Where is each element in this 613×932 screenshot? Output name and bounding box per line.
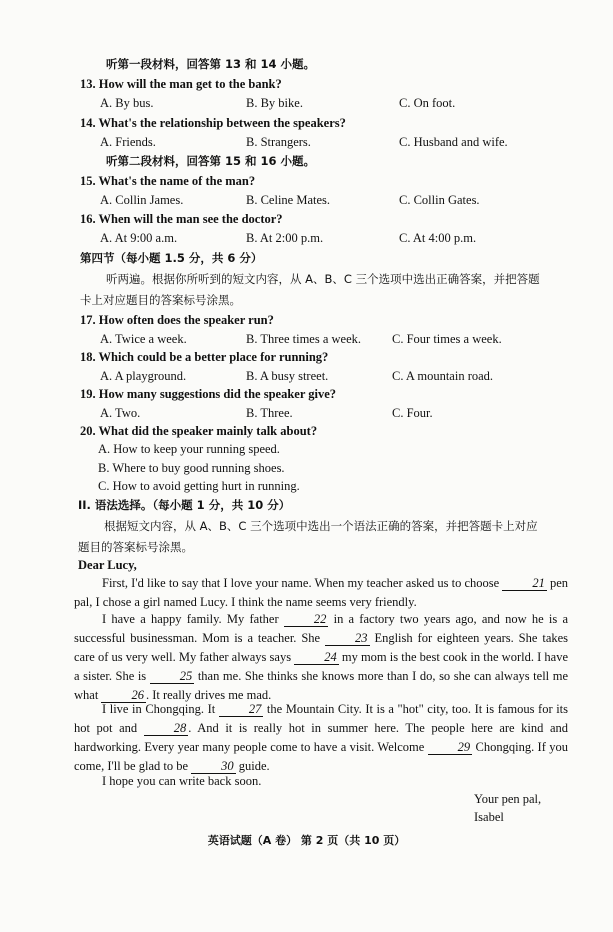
blank-22[interactable]: 22 — [284, 613, 329, 627]
question-20-option-c: C. How to avoid getting hurt in running. — [98, 479, 300, 493]
question-17-option-c: C. Four times a week. — [392, 332, 502, 346]
letter-paragraph-4: I hope you can write back soon. — [102, 774, 262, 788]
question-19-stem: 19. How many suggestions did the speaker give? — [80, 387, 337, 401]
letter-text: . It really drives me mad. — [145, 688, 272, 702]
question-16-option-a: A. At 9:00 a.m. — [100, 231, 178, 245]
blank-24[interactable]: 24 — [294, 651, 339, 665]
letter-closing: Your pen pal, — [474, 792, 542, 806]
section4-instruction-line1: 听两遍。根据你所听到的短文内容，从 A、B、C 三个选项中选出正确答案，并把答题 — [106, 272, 540, 286]
question-14-options — [0, 134, 613, 150]
letter-paragraph-1 — [74, 574, 568, 612]
letter-text: I have a happy family. My father — [102, 612, 279, 626]
question-15-option-c: C. Collin Gates. — [399, 193, 480, 207]
letter-paragraph-2 — [74, 610, 568, 705]
question-19-options — [0, 405, 613, 421]
question-13-option-b: B. By bike. — [246, 96, 303, 110]
blank-28[interactable]: 28 — [144, 722, 189, 736]
letter-text: my mom is the best cook in the world. I have a sister. She is — [74, 650, 568, 683]
blank-29[interactable]: 29 — [428, 741, 473, 755]
section4-title: 第四节（每小题 1.5 分，共 6 分） — [80, 251, 263, 265]
question-20-option-a: A. How to keep your running speed. — [98, 442, 280, 456]
letter-text: pen pal, I chose a girl named Lucy. I think the name seems very friendly. — [74, 576, 569, 609]
question-18-option-a: A. A playground. — [100, 369, 187, 383]
letter-text: than me. She thinks she knows more than I do, so she can always tell me what — [74, 669, 568, 702]
question-18-stem: 18. Which could be a better place for running? — [80, 350, 329, 364]
letter-text: English for eighteen years. She takes care of us very well. My father always says — [74, 631, 569, 664]
question-15-option-b: B. Celine Mates. — [246, 193, 331, 207]
question-16-options — [0, 230, 613, 246]
part2-title: II. 语法选择。（每小题 1 分，共 10 分） — [78, 498, 291, 512]
letter-paragraph-3 — [74, 700, 568, 776]
question-17-option-b: B. Three times a week. — [246, 332, 362, 346]
question-19-option-c: C. Four. — [392, 406, 433, 420]
letter-text: guide. — [238, 759, 270, 773]
passage1-instruction: 听第一段材料，回答第 13 和 14 小题。 — [106, 57, 316, 71]
question-19-option-b: B. Three. — [246, 406, 293, 420]
blank-21[interactable]: 21 — [502, 577, 547, 591]
question-13-option-a: A. By bus. — [100, 96, 154, 110]
question-14-option-a: A. Friends. — [100, 135, 156, 149]
question-18-option-c: C. A mountain road. — [392, 369, 494, 383]
blank-23[interactable]: 23 — [325, 632, 370, 646]
question-13-stem: 13. How will the man get to the bank? — [80, 77, 282, 91]
letter-text: Chongqing. If you come, I'll be glad to be — [74, 740, 568, 773]
question-14-option-b: B. Strangers. — [246, 135, 311, 149]
question-18-option-b: B. A busy street. — [246, 369, 329, 383]
question-18-options — [0, 368, 613, 384]
blank-30[interactable]: 30 — [191, 760, 236, 774]
question-20-stem: 20. What did the speaker mainly talk about? — [80, 424, 318, 438]
section4-instruction-line2: 卡上对应题目的答案标号涂黑。 — [80, 293, 241, 307]
question-15-option-a: A. Collin James. — [100, 193, 184, 207]
question-17-options — [0, 331, 613, 347]
part2-instruction-line1: 根据短文内容，从 A、B、C 三个选项中选出一个语法正确的答案，并把答题卡上对应 — [104, 519, 538, 533]
question-15-options — [0, 192, 613, 208]
letter-text: the Mountain City. It is a "hot" city, too. It is famous for its hot pot and — [74, 702, 569, 735]
question-20-option-b: B. Where to buy good running shoes. — [98, 461, 285, 475]
page-footer: 英语试题（A 卷） 第 2 页（共 10 页） — [207, 834, 406, 847]
question-17-stem: 17. How often does the speaker run? — [80, 313, 274, 327]
question-16-stem: 16. When will the man see the doctor? — [80, 212, 283, 226]
blank-25[interactable]: 25 — [150, 670, 195, 684]
letter-greeting: Dear Lucy, — [78, 558, 137, 572]
letter-text: in a factory two years ago, and now he is a successful businessman. Mom is a teacher. She — [74, 612, 569, 645]
question-14-stem: 14. What's the relationship between the speakers? — [80, 116, 346, 130]
question-14-option-c: C. Husband and wife. — [399, 135, 508, 149]
blank-27[interactable]: 27 — [219, 703, 264, 717]
blank-26[interactable]: 26 — [101, 689, 146, 703]
part2-instruction-line2: 题目的答案标号涂黑。 — [78, 540, 193, 554]
question-19-option-a: A. Two. — [100, 406, 141, 420]
question-16-option-b: B. At 2:00 p.m. — [246, 231, 324, 245]
letter-text: First, I'd like to say that I love your name. When my teacher asked us to choose — [102, 576, 500, 590]
question-17-option-a: A. Twice a week. — [100, 332, 187, 346]
question-13-option-c: C. On foot. — [399, 96, 456, 110]
letter-text: . And it is really hot in summer here. The people here are kind and hardworking. Every year many people come to have a visit. Welcome — [74, 721, 569, 754]
question-13-options — [0, 95, 613, 111]
question-16-option-c: C. At 4:00 p.m. — [399, 231, 477, 245]
question-15-stem: 15. What's the name of the man? — [80, 174, 256, 188]
passage2-instruction: 听第二段材料，回答第 15 和 16 小题。 — [106, 154, 316, 168]
letter-text: I live in Chongqing. It — [102, 702, 216, 716]
letter-signature: Isabel — [474, 810, 504, 824]
